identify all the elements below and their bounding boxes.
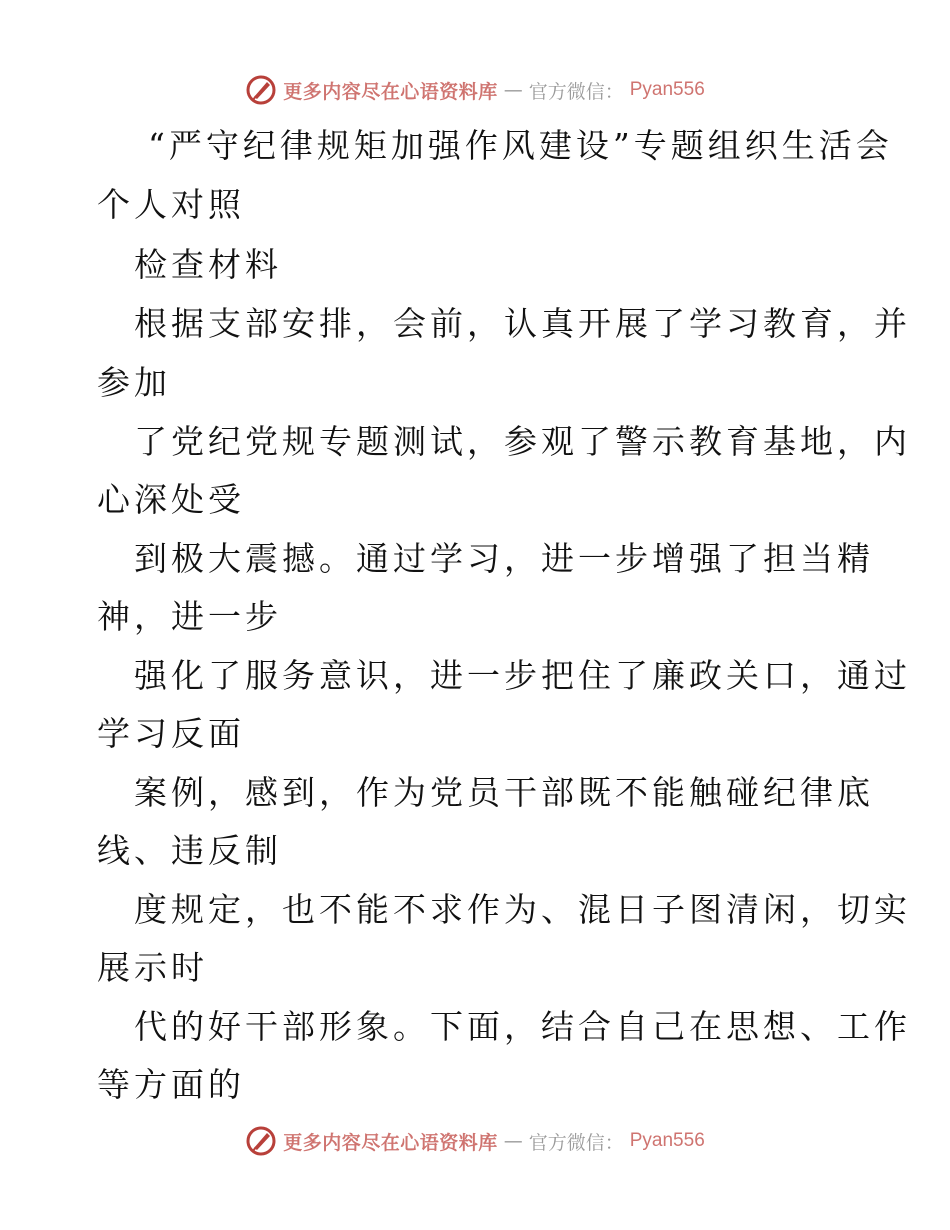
doc-paragraph-line: 根据支部安排，会前，认真开展了学习教育，并: [134, 304, 911, 343]
watermark-wechat-label: 官方微信：: [528, 80, 624, 103]
watermark-dash: —: [503, 79, 523, 101]
header-watermark: [0, 70, 950, 110]
doc-paragraph-line: 心深处受: [97, 480, 245, 519]
doc-paragraph-line: 学习反面: [97, 714, 245, 753]
doc-paragraph-line: 度规定，也不能不求作为、混日子图清闲，切实: [134, 890, 911, 929]
doc-title-line-2: 个人对照: [97, 185, 245, 224]
watermark-dash: —: [503, 1130, 523, 1152]
watermark-brand-text: 更多内容尽在心语资料库: [283, 1131, 498, 1154]
watermark-wechat-id: Pyan556: [629, 1130, 705, 1151]
doc-paragraph-line: 了党纪党规专题测试，参观了警示教育基地，内: [134, 422, 911, 461]
watermark-brand-text: 更多内容尽在心语资料库: [283, 80, 498, 103]
doc-subtitle: 检查材料: [134, 245, 282, 284]
doc-paragraph-line: 强化了服务意识，进一步把住了廉政关口，通过: [134, 656, 911, 695]
quill-logo-icon: [245, 1125, 277, 1157]
quill-logo-icon: [245, 74, 277, 106]
doc-paragraph-line: 到极大震撼。通过学习，进一步增强了担当精: [134, 539, 874, 578]
watermark-wechat-id: Pyan556: [629, 79, 705, 100]
doc-paragraph-line: 展示时: [97, 948, 208, 987]
doc-paragraph-line: 参加: [97, 363, 171, 402]
doc-paragraph-line: 等方面的: [97, 1065, 245, 1104]
watermark-wechat-label: 官方微信：: [528, 1131, 624, 1154]
footer-watermark: [0, 1121, 950, 1161]
doc-title-line-1: “严守纪律规矩加强作风建设”专题组织生活会: [148, 126, 893, 165]
doc-paragraph-line: 线、违反制: [97, 831, 282, 870]
doc-paragraph-line: 代的好干部形象。下面，结合自己在思想、工作: [134, 1007, 911, 1046]
doc-paragraph-line: 神，进一步: [97, 597, 282, 636]
doc-paragraph-line: 案例，感到，作为党员干部既不能触碰纪律底: [134, 773, 874, 812]
